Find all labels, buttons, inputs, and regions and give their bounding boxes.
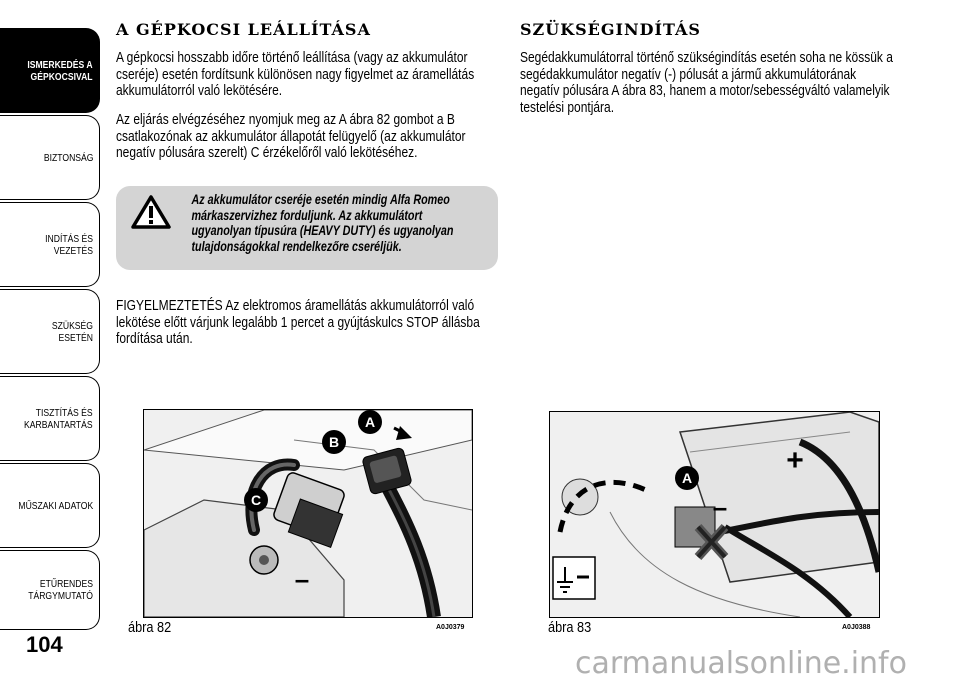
tab-targymutato[interactable]: [0, 550, 100, 630]
tab-ismerkedes[interactable]: [0, 28, 100, 113]
figure-82-caption: ábra 82: [128, 619, 172, 636]
label-b: B: [328, 434, 340, 450]
figure-83: [549, 411, 880, 618]
left-para-2: Az eljárás elvégzéséhez nyomjuk meg az A ábra 82 gombot a B csatlakozónak az akkumulátor állapotát felügyelő (az akkumulátor negatív pólusára szerelt) C érzékelőről való lekötéséhez.: [116, 111, 466, 161]
figure-82: [143, 409, 473, 618]
figure-82-code: A0J0379: [436, 624, 465, 631]
tab-label: BIZTONSÁG: [43, 151, 93, 164]
right-heading: SZÜKSÉGINDÍTÁS: [520, 20, 701, 39]
tab-szukseg[interactable]: [0, 289, 100, 374]
tab-biztonsag[interactable]: [0, 115, 100, 200]
tab-label: TISZTÍTÁS ÉS KARBANTARTÁS: [24, 406, 93, 431]
tab-muszaki[interactable]: [0, 463, 100, 548]
label-a: A: [681, 470, 693, 486]
figure-83-caption: ábra 83: [548, 619, 592, 636]
tab-label: SZÜKSÉG ESETÉN: [51, 319, 93, 344]
label-c: C: [250, 492, 262, 508]
warning-box: [116, 186, 498, 270]
label-plus: +: [786, 444, 804, 477]
page-number: 104: [26, 632, 63, 657]
left-para-3: FIGYELMEZTETÉS Az elektromos áramellátás akkumulátorról való lekötése előtt várjunk legalább 1 percet a gyújtáskulcs STOP állásba fordítása után.: [116, 297, 480, 347]
right-para-1: Segédakkumulátorral történő szükségindítás esetén soha ne kössük a segédakkumulátor negatív (-) pólusát a jármű akkumulátorának negatív pólusára A ábra 83, hanem a motor/sebességváltó valamelyik testelési pontjára.: [520, 49, 893, 116]
warning-line-1: Az akkumulátor cseréje esetén mindig Alfa Romeo: [191, 191, 450, 207]
tab-label: INDÍTÁS ÉS VEZETÉS: [45, 232, 93, 257]
tab-label: ISMERKEDÉS A GÉPKOCSIVAL: [27, 58, 93, 83]
tab-label: MŰSZAKI ADATOK: [18, 499, 93, 512]
left-para-1: A gépkocsi hosszabb időre történő leállítása (vagy az akkumulátor cseréje) esetén fordítsunk különösen nagy figyelmet az áramellátás akkumulátorról való lekötésére.: [116, 49, 475, 99]
tab-label: ETŰRENDES TÁRGYMUTATÓ: [28, 578, 93, 602]
tab-tisztitas[interactable]: [0, 376, 100, 461]
left-heading: A GÉPKOCSI LEÁLLÍTÁSA: [116, 20, 371, 39]
figure-83-code: A0J0388: [842, 624, 871, 631]
watermark: carmanualsonline.info: [575, 646, 907, 681]
label-minus: –: [712, 492, 728, 522]
warning-text: [126, 192, 476, 254]
label-a: A: [364, 414, 376, 430]
label-minus: –: [294, 564, 310, 594]
jump-start-illustration: [550, 412, 879, 617]
warning-rest: márkaszervizhez forduljunk. Az akkumulátort ugyanolyan típusúra (HEAVY DUTY) és ugyanolyan tulajdonságokkal rendelkezőre cseréljük.: [191, 206, 454, 254]
battery-connector-illustration: [144, 410, 472, 617]
tab-inditas[interactable]: [0, 202, 100, 287]
